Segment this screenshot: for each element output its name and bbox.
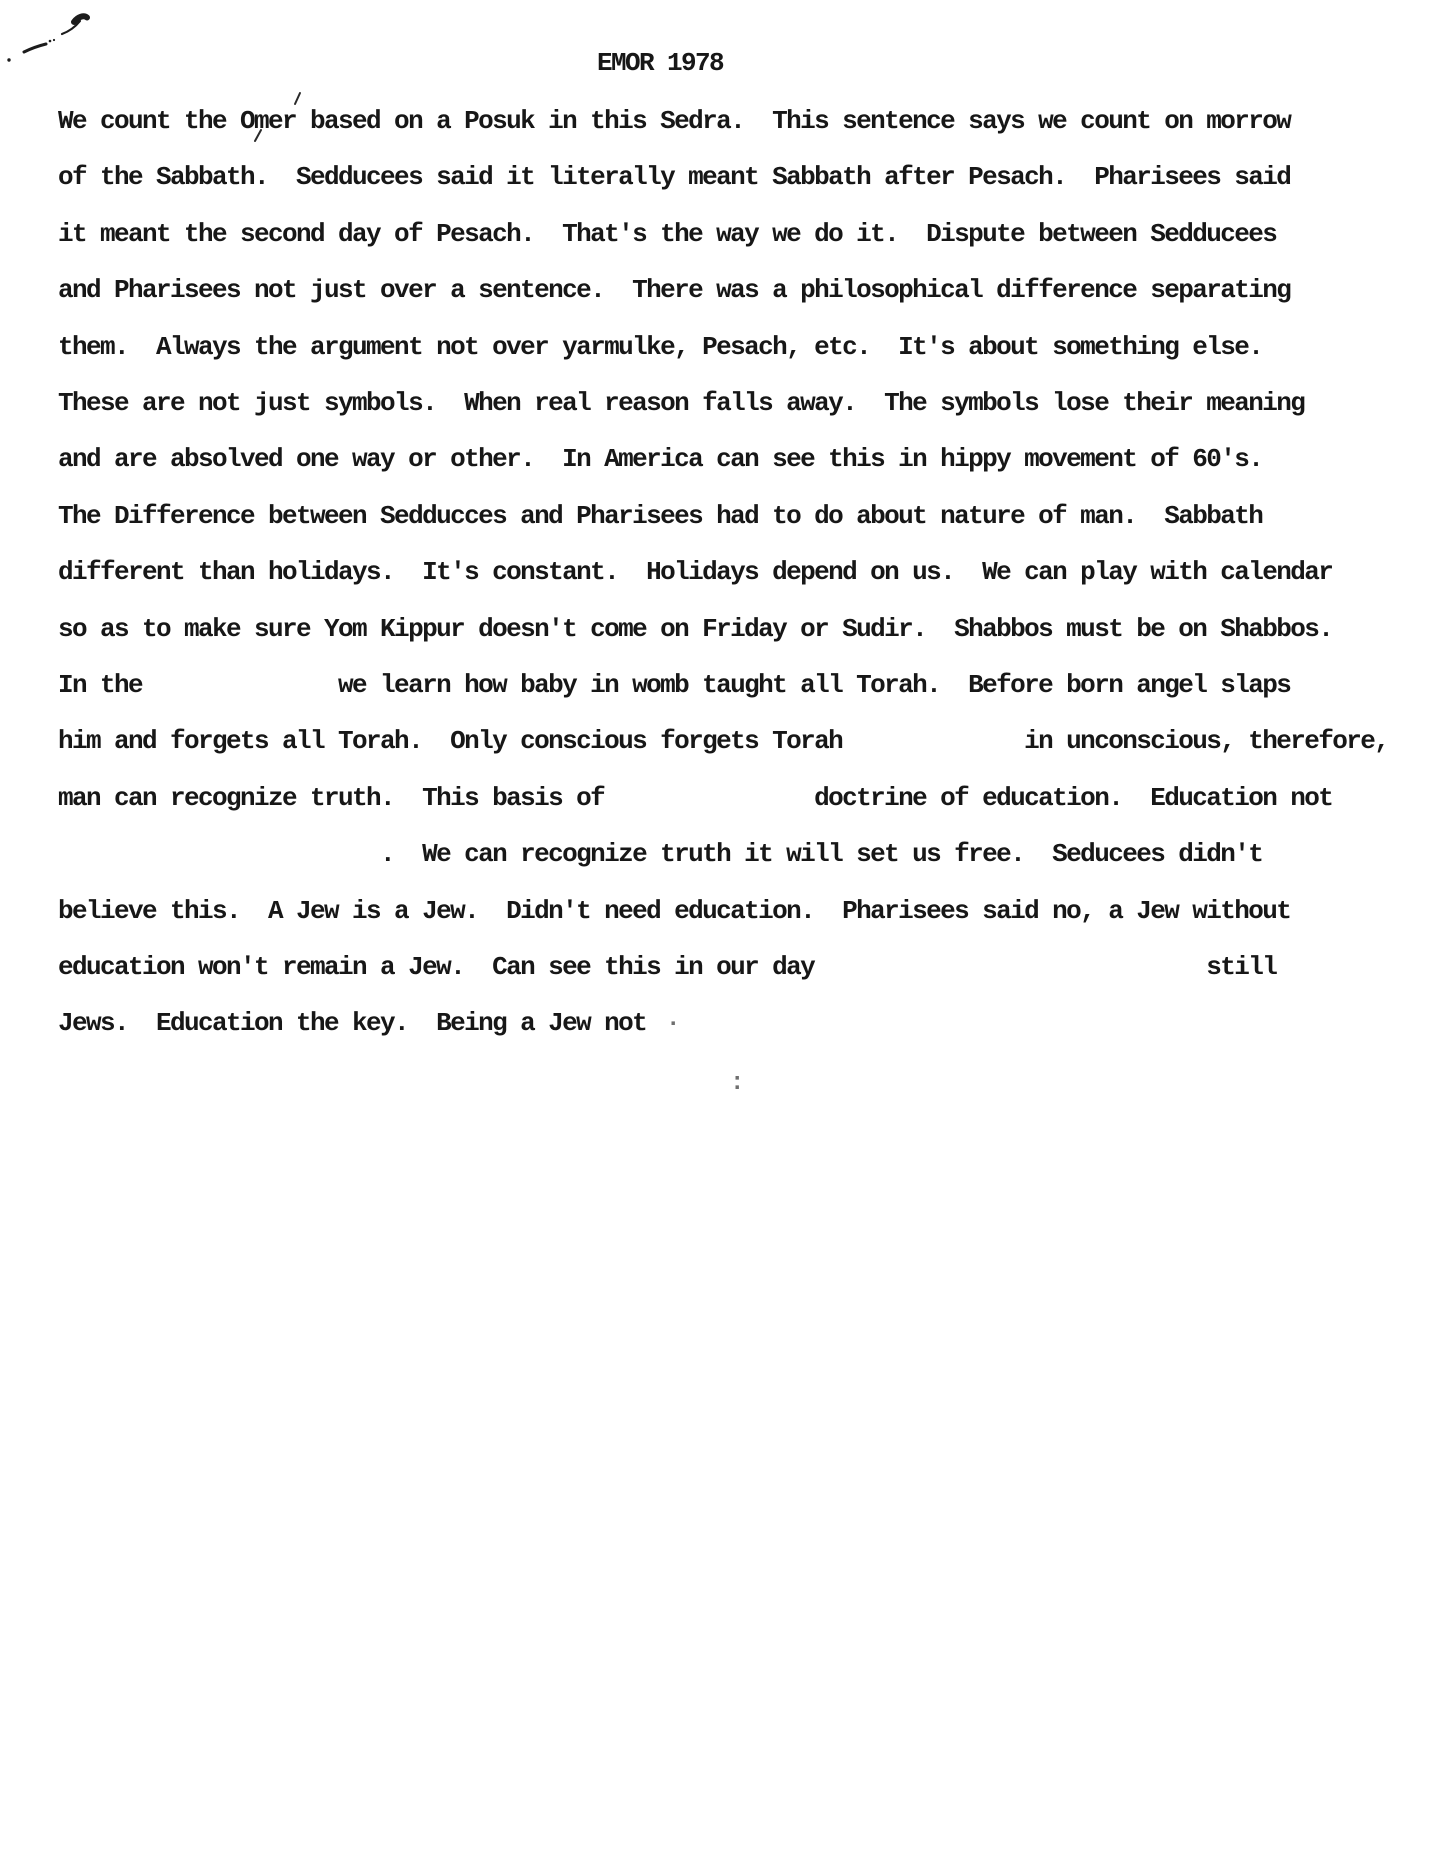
typewritten-line-7: and are absolved one way or other. In America can see this in hippy movement of 60's. — [58, 444, 1263, 474]
apostrophe-mark-after-omer — [295, 93, 300, 104]
stray-colon-mark: : — [730, 1070, 745, 1097]
typewritten-line-9: different than holidays. It's constant. Holidays depend on us. We can play with calendar — [58, 557, 1333, 587]
typewritten-line-3: it meant the second day of Pesach. That's the way we do it. Dispute between Sedducees — [58, 219, 1277, 249]
typewritten-line-4: and Pharisees not just over a sentence. There was a philosophical difference separating — [58, 275, 1291, 305]
typewritten-line-2: of the Sabbath. Sedducees said it literally meant Sabbath after Pesach. Pharisees said — [58, 162, 1291, 192]
typewritten-line-10: so as to make sure Yom Kippur doesn't come on Friday or Sudir. Shabbos must be on Shabbos. — [58, 614, 1333, 644]
pen-stroke-dash — [24, 44, 46, 52]
typewritten-line-11: In the we learn how baby in womb taught all Torah. Before born angel slaps — [58, 670, 1291, 700]
typewritten-line-16: education won't remain a Jew. Can see this in our day still — [58, 952, 1277, 982]
typewritten-line-13: man can recognize truth. This basis of doctrine of education. Education not — [58, 783, 1333, 813]
stray-period-mark: . — [666, 1006, 681, 1033]
typewritten-line-5: them. Always the argument not over yarmulke, Pesach, etc. It's about something else. — [58, 332, 1263, 362]
pen-dot — [53, 39, 55, 41]
typewritten-line-12: him and forgets all Torah. Only conscious forgets Torah in unconscious, therefore, — [58, 726, 1389, 756]
pen-stroke-head — [74, 16, 87, 22]
pen-stroke-tail — [62, 21, 80, 34]
typewritten-line-17: Jews. Education the key. Being a Jew not — [58, 1008, 647, 1038]
typewritten-line-8: The Difference between Sedducces and Pharisees had to do about nature of man. Sabbath — [58, 501, 1263, 531]
typewritten-line-14: . We can recognize truth it will set us free. Seducees didn't — [58, 839, 1263, 869]
typewritten-line-6: These are not just symbols. When real reason falls away. The symbols lose their meaning — [58, 388, 1305, 418]
pen-dot — [7, 58, 10, 61]
typewritten-line-15: believe this. A Jew is a Jew. Didn't need education. Pharisees said no, a Jew without — [58, 896, 1291, 926]
typewritten-line-1: We count the Omer based on a Posuk in this Sedra. This sentence says we count on morrow — [58, 106, 1291, 136]
pen-dot — [49, 40, 52, 43]
page-title: EMOR 1978 — [597, 48, 724, 78]
